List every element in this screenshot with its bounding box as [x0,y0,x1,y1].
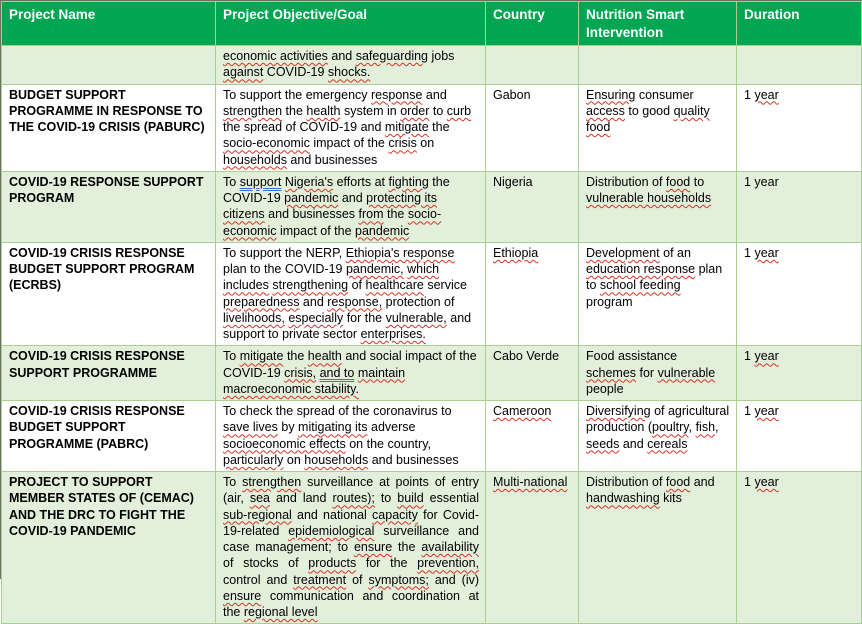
text-run: 1 [744,475,755,489]
text-run: for the [356,556,418,571]
spellcheck-flagged-text: health [307,349,342,364]
spellcheck-flagged-text: strengthening [272,278,349,293]
country-cell [486,171,579,242]
text-run: efforts at [333,174,389,189]
spellcheck-flagged-text: preparedness [223,294,300,309]
objective-cell [216,242,486,346]
spellcheck-flagged-text: ensure [353,540,393,554]
spellcheck-flagged-text: schemes [586,365,637,380]
text-run: impact of the [309,136,389,151]
text-run: To support the emergency [223,87,371,102]
spellcheck-flagged-text: especially [288,310,344,325]
spellcheck-flagged-text: epidemiological [288,523,375,538]
text-run: kits [659,491,682,506]
intervention-cell [579,401,737,472]
text-run: protection of [382,294,455,309]
text-run: for [636,365,658,380]
text-run: to [374,491,398,506]
spellcheck-flagged-text: against [223,65,264,80]
text-run: service [423,278,467,293]
spellcheck-flagged-text: response [371,87,423,102]
project-name-cell [2,46,216,85]
spellcheck-flagged-text: vulnerable [657,365,716,380]
spellcheck-flagged-text: year [754,87,779,102]
project-name-cell: COVID-19 CRISIS RESPONSE BUDGET SUPPORT PROGRAMME (PABRC) [2,401,216,472]
spellcheck-flagged-text: Multi-national [493,475,568,489]
col-header-duration: Duration [737,2,862,46]
spellcheck-flagged-text: citizens [223,207,265,222]
duration-cell [737,346,862,401]
text-run: jobs [428,49,455,63]
col-header-country: Country [486,2,579,46]
spellcheck-flagged-text: save lives [223,420,278,435]
text-run: Cabo Verde [493,349,560,364]
text-run: 1 year [744,174,779,189]
objective-cell [216,84,486,171]
text-run: and land [269,491,333,506]
table-row [2,46,862,85]
table-row [2,472,862,624]
text-run: on [416,136,435,151]
text-run: to [690,174,705,189]
grammar-flagged-text: support [239,174,282,189]
text-run: of an [659,245,691,260]
text-run: and [619,436,648,451]
spellcheck-flagged-text: socio-economic [223,136,310,151]
duration-cell [737,46,862,85]
duration-cell [737,171,862,242]
spellcheck-flagged-text: order [400,103,430,118]
country-cell [486,472,579,624]
spellcheck-flagged-text: year [754,349,779,364]
table-row [2,242,862,346]
duration-cell [737,84,862,171]
spellcheck-flagged-text: poultry [652,420,689,435]
text-run: Distribution of [586,174,666,189]
intervention-cell [579,46,737,85]
spellcheck-flagged-text: fighting [388,174,429,189]
text-run: by [277,420,299,435]
spellcheck-flagged-text: economic activities [223,49,328,63]
spellcheck-flagged-text: products [308,556,357,571]
duration-cell [737,472,862,624]
spellcheck-flagged-text: protecting its [366,191,438,205]
spellcheck-flagged-text: households [223,152,287,167]
text-run: COVID-19 [263,65,328,80]
spellcheck-flagged-text: routes); [332,491,375,506]
spellcheck-flagged-text: quality food [586,103,710,134]
text-run: the [283,349,308,364]
text-run: , [715,420,719,435]
table-row [2,346,862,401]
spellcheck-flagged-text: which includes [223,262,440,293]
spellcheck-flagged-text: pandemic [284,191,339,205]
text-run: 1 [744,87,755,102]
intervention-cell [579,171,737,242]
spellcheck-flagged-text: access [586,103,625,118]
text-run: control and [223,572,294,587]
text-run: plan to the COVID-19 [223,262,346,276]
text-run: impact of the [276,223,356,238]
spellcheck-flagged-text: maintain [357,365,406,380]
spellcheck-flagged-text: pandemic [355,223,410,238]
text-run: of stocks of [223,556,309,571]
spellcheck-flagged-text: health [306,103,341,118]
project-name-cell: COVID-19 CRISIS RESPONSE SUPPORT PROGRAMME [2,346,216,401]
spellcheck-flagged-text: symptoms; [368,572,429,587]
project-name-cell: COVID-19 RESPONSE SUPPORT PROGRAM [2,171,216,242]
spellcheck-flagged-text: year [754,404,779,418]
text-run: the [282,103,307,118]
spellcheck-flagged-text: capacity [372,507,418,522]
header-row [2,2,862,46]
text-run: 1 [744,404,755,418]
spellcheck-flagged-text: regional level [243,605,318,619]
text-run: To [223,475,243,489]
text-run: to [429,103,447,118]
intervention-cell [579,84,737,171]
text-run: Food assistance [586,349,678,364]
spellcheck-flagged-text: ensure [223,588,262,603]
text-run: , [688,420,696,435]
spellcheck-flagged-text: Nigeria's [284,174,334,189]
spellcheck-flagged-text: crisis, [284,365,317,380]
text-run: of [346,572,369,587]
spellcheck-flagged-text: crisis [388,136,417,151]
spellcheck-flagged-text: strengthen [242,475,302,489]
text-run: and [422,87,447,102]
text-run: and (iv) [428,572,480,587]
project-name-cell: BUDGET SUPPORT PROGRAMME IN RESPONSE TO THE COVID-19 CRISIS (PABURC) [2,84,216,171]
spellcheck-flagged-text: fish [695,420,716,435]
country-cell [486,46,579,85]
text-run: on the country, [345,436,431,451]
text-run: To check the spread of the coronavirus to [223,404,452,418]
col-header-project-name: Project Name [2,2,216,46]
spellcheck-flagged-text: mitigate [384,120,429,134]
spellcheck-flagged-text: mitigating its [298,420,368,435]
spellcheck-flagged-text: macroeconomic stability. [223,381,359,396]
text-run: and support to private sector [223,310,472,341]
text-run: on [283,452,305,467]
text-run: essential [423,491,479,506]
objective-cell [216,472,486,624]
spellcheck-flagged-text: vulnerable, [385,310,447,325]
spellcheck-flagged-text: households [304,452,369,467]
spellcheck-flagged-text: shocks. [327,65,371,80]
text-run: To [223,174,240,189]
col-header-nutrition-intervention: Nutrition Smart Intervention [579,2,737,46]
spellcheck-flagged-text: mitigate [239,349,284,364]
spellcheck-flagged-text: education response [586,262,696,276]
spellcheck-flagged-text: food [665,174,691,189]
spellcheck-flagged-text: treatment [293,572,347,587]
text-run: and [327,49,356,63]
project-name-cell: PROJECT TO SUPPORT MEMBER STATES OF (CEMAC) AND THE DRC TO FIGHT THE COVID-19 PANDEMIC [2,472,216,624]
text-run: Gabon [493,87,531,102]
spellcheck-flagged-text: year [754,475,779,489]
spellcheck-flagged-text: Ensuring [586,87,636,102]
spellcheck-flagged-text: socio-economic [223,207,442,238]
col-header-objective: Project Objective/Goal [216,2,486,46]
text-run: 1 [744,245,755,260]
text-run: the COVID-19 [223,174,450,205]
country-cell [486,346,579,401]
table-row [2,401,862,472]
text-run: the [392,540,422,554]
text-run: adverse [367,420,416,435]
text-run: surveillance at points of entry (air, [223,475,479,506]
objective-cell [216,346,486,401]
spellcheck-flagged-text: Diversifying [586,404,651,418]
text-run: of [348,278,366,293]
spellcheck-flagged-text: food [665,475,691,489]
text-run: and national [291,507,373,522]
text-run: program [586,294,633,309]
objective-cell [216,171,486,242]
text-run: to good [624,103,674,118]
text-run: Distribution of [586,475,666,489]
spellcheck-flagged-text: from [358,207,384,222]
spellcheck-flagged-text: Cameroon [493,404,552,418]
text-run: surveillance and case management; to [223,523,479,554]
spellcheck-flagged-text: year [754,245,779,260]
country-cell [486,401,579,472]
text-run: and [338,191,367,205]
text-run: 1 [744,349,755,364]
text-run: people [586,381,624,396]
spellcheck-flagged-text: livelihoods, [223,310,285,325]
spellcheck-flagged-text: healthcare [365,278,424,293]
spellcheck-flagged-text: Ethiopia [493,245,539,260]
spellcheck-flagged-text: particularly [223,452,284,467]
text-run: for the [343,310,386,325]
text-run: and businesses [286,152,378,167]
text-run: consumer [635,87,694,102]
text-run: system in [340,103,401,118]
spellcheck-flagged-text: vulnerable households [586,191,712,205]
text-run: the [428,120,450,134]
spellcheck-flagged-text: strengthen [223,103,283,118]
text-run: and businesses [368,452,459,467]
spellcheck-flagged-text: pandemic, [345,262,404,276]
table-body [2,46,862,624]
intervention-cell [579,472,737,624]
intervention-cell [579,242,737,346]
text-run: To support the NERP, [223,245,346,260]
spellcheck-flagged-text: curb [446,103,472,118]
text-run: Nigeria [493,174,533,189]
grammar-flagged-text: and to [319,365,355,380]
spellcheck-flagged-text: Ethiopia's response [345,245,455,260]
spellcheck-flagged-text: socioeconomic effects [223,436,346,451]
spellcheck-flagged-text: enterprises. [360,327,426,341]
spellcheck-flagged-text: school feeding [599,278,681,293]
table-row [2,84,862,171]
text-run: and social impact of the COVID-19 [223,349,477,380]
text-run: plan to [586,262,723,293]
spellcheck-flagged-text: availability [421,540,479,554]
spellcheck-flagged-text: sea [249,491,270,506]
objective-cell [216,46,486,85]
country-cell [486,84,579,171]
spellcheck-flagged-text: seeds [586,436,620,451]
duration-cell [737,242,862,346]
text-run: and businesses [264,207,359,222]
objective-cell [216,401,486,472]
duration-cell [737,401,862,472]
spellcheck-flagged-text: sub-regional [223,507,292,522]
spellcheck-flagged-text: safeguarding [355,49,428,63]
text-run: and [690,475,715,489]
text-run: the spread of COVID-19 and [223,120,385,134]
text-run: the [383,207,408,222]
spellcheck-flagged-text: Development [586,245,660,260]
country-cell [486,242,579,346]
spellcheck-flagged-text: handwashing [586,491,660,506]
projects-table [1,1,862,624]
text-run: To [223,349,240,364]
spellcheck-flagged-text: prevention, [417,556,479,571]
text-run: for Covid-19-related [223,507,480,538]
spellcheck-flagged-text: response, [327,294,383,309]
intervention-cell [579,346,737,401]
text-run: communication and coordination at the [223,588,479,619]
project-name-cell: COVID-19 CRISIS RESPONSE BUDGET SUPPORT PROGRAM (ECRBS) [2,242,216,346]
text-run: of agricultural production ( [586,404,730,435]
text-run: and [299,294,328,309]
spellcheck-flagged-text: cereals [647,436,688,451]
table-row [2,171,862,242]
spellcheck-flagged-text: build [397,491,424,506]
